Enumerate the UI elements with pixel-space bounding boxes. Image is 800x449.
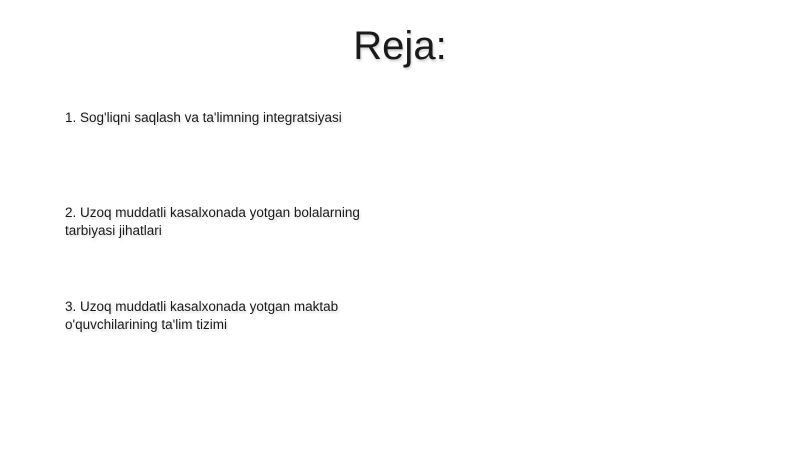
list-item: 2. Uzoq muddatli kasalxonada yotgan bolalarning tarbiyasi jihatlari <box>65 205 360 238</box>
slide-title: Reja: <box>353 24 447 68</box>
list-item: 1. Sog'liqni saqlash va ta'limning integratsiyasi <box>65 110 342 125</box>
list-item: 3. Uzoq muddatli kasalxonada yotgan maktab o'quvchilarining ta'lim tizimi <box>65 299 339 332</box>
